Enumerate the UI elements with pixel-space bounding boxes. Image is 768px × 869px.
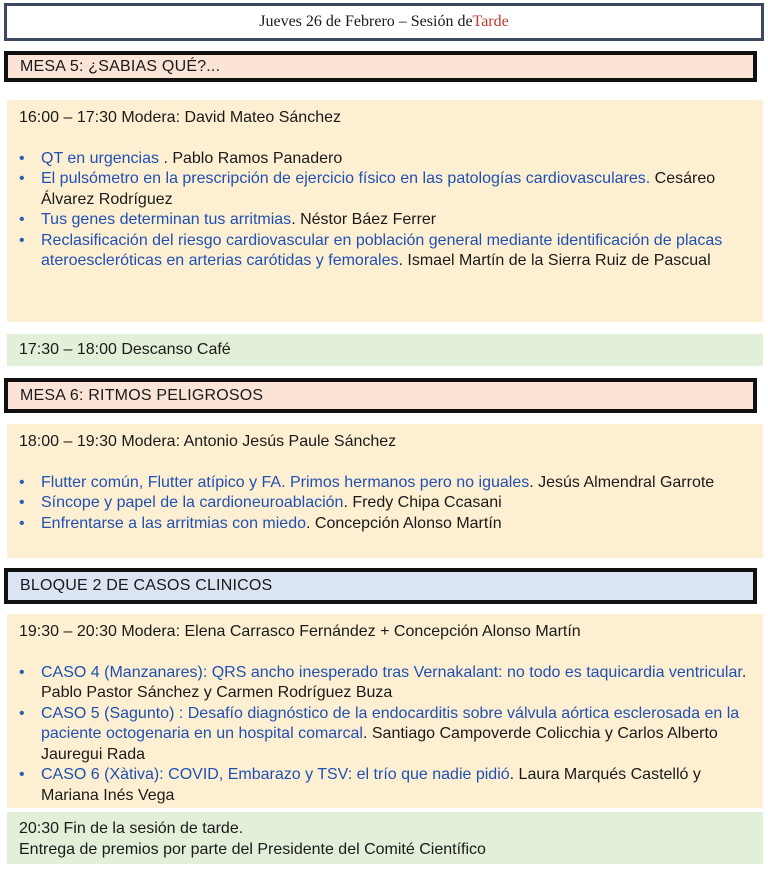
talk-title: Flutter común, Flutter atípico y FA. Primos hermanos pero no iguales xyxy=(41,473,530,491)
coffee-break-text: 17:30 – 18:00 Descanso Café xyxy=(19,341,231,358)
bloque2-moderator: Elena Carrasco Fernández + Concepción Alonso Martín xyxy=(184,623,581,640)
case-speaker: . Santiago Campoverde Colicchia y Carlos Alberto Jauregui Rada xyxy=(41,725,718,763)
mesa5-time-line xyxy=(19,108,751,129)
talk-title: Tus genes determinan tus arritmias xyxy=(41,211,292,228)
talk-speaker: . Ismael Martín de la Sierra Ruiz de Pascual xyxy=(398,252,711,269)
case-title: : Desafío diagnóstico de la endocarditis sobre válvula aórtica esclerosada en la paciente octogenaria en un hospital comarcal xyxy=(41,704,740,742)
talk-title: Síncope y papel de la cardioneuroablación xyxy=(41,494,344,511)
mesa5-time: 16:00 – 17:30 Modera: xyxy=(19,109,181,126)
mesa6-panel xyxy=(7,424,763,558)
session-title xyxy=(4,3,764,41)
bloque2-heading xyxy=(4,568,757,604)
mesa6-talk-list xyxy=(19,473,751,535)
bloque2-case-list xyxy=(19,663,751,807)
list-item xyxy=(19,473,751,494)
list-item xyxy=(19,493,751,514)
talk-speaker: . Néstor Báez Ferrer xyxy=(291,211,437,228)
mesa5-moderator: David Mateo Sánchez xyxy=(184,109,341,126)
list-item xyxy=(19,704,751,766)
coffee-break xyxy=(7,334,763,366)
bloque2-time-line xyxy=(19,622,751,643)
closing-line-1 xyxy=(19,818,751,839)
session-title-text: Jueves 26 de Febrero – Sesión de xyxy=(259,13,473,30)
bloque2-heading-text: BLOQUE 2 DE CASOS CLINICOS xyxy=(20,577,273,594)
list-item xyxy=(19,149,751,170)
bloque2-time: 19:30 – 20:30 Modera: xyxy=(19,623,181,640)
mesa6-heading-text: MESA 6: RITMOS PELIGROSOS xyxy=(20,386,264,404)
closing-panel xyxy=(7,812,763,864)
list-item xyxy=(19,231,751,272)
case-speaker: . Laura Marqués Castelló y Mariana Inés Vega xyxy=(41,766,701,804)
mesa5-talk-list xyxy=(19,149,751,272)
talk-speaker: . Jesús Almendral Garrote xyxy=(529,473,715,491)
bloque2-panel xyxy=(7,614,763,808)
talk-title: El pulsómetro en la prescripción de ejercicio físico en las patologías cardiovasculares. xyxy=(41,170,651,187)
talk-speaker: . Fredy Chipa Ccasani xyxy=(343,494,502,511)
case-label: CASO 5 (Sagunto) xyxy=(41,704,175,722)
talk-speaker: . Concepción Alonso Martín xyxy=(306,514,502,532)
talk-title: Enfrentarse a las arritmias con miedo xyxy=(41,514,306,532)
closing-time: 20:30 xyxy=(19,820,60,837)
mesa5-panel xyxy=(7,100,763,322)
talk-title: QT en urgencias xyxy=(41,149,159,167)
closing-line-2: Entrega de premios por parte del Presidente del Comité Científico xyxy=(19,841,486,858)
mesa6-moderator: Antonio Jesús Paule Sánchez xyxy=(183,433,397,450)
case-title: COVID, Embarazo y TSV: el trío que nadie pidió xyxy=(163,766,510,783)
case-title: QRS ancho inesperado tras Vernakalant: no todo es taquicardia ventricular xyxy=(207,663,742,681)
talk-speaker: . Pablo Ramos Panadero xyxy=(159,149,343,167)
list-item xyxy=(19,169,751,210)
list-item xyxy=(19,210,751,231)
talk-speaker: Cesáreo Álvarez Rodríguez xyxy=(41,170,716,208)
session-title-accent: Tarde xyxy=(472,13,509,30)
mesa6-time: 18:00 – 19:30 Modera: xyxy=(19,433,181,450)
mesa5-heading-text: MESA 5: ¿SABIAS QUÉ?... xyxy=(20,57,221,75)
case-label: CASO 4 (Manzanares): xyxy=(41,663,208,681)
list-item xyxy=(19,663,751,704)
mesa5-heading xyxy=(4,51,757,82)
closing-text: Fin de la sesión de tarde. xyxy=(63,820,244,837)
talk-title: Reclasificación del riesgo cardiovascular en población general mediante identificación de placas ateroescleróticas en arterias carótidas y femorales xyxy=(41,231,723,269)
list-item xyxy=(19,765,751,806)
mesa6-time-line xyxy=(19,432,751,453)
list-item xyxy=(19,514,751,535)
case-speaker: . Pablo Pastor Sánchez y Carmen Rodríguez Buza xyxy=(41,663,747,701)
case-label: CASO 6 (Xàtiva): xyxy=(41,766,164,783)
mesa6-heading xyxy=(4,378,757,413)
